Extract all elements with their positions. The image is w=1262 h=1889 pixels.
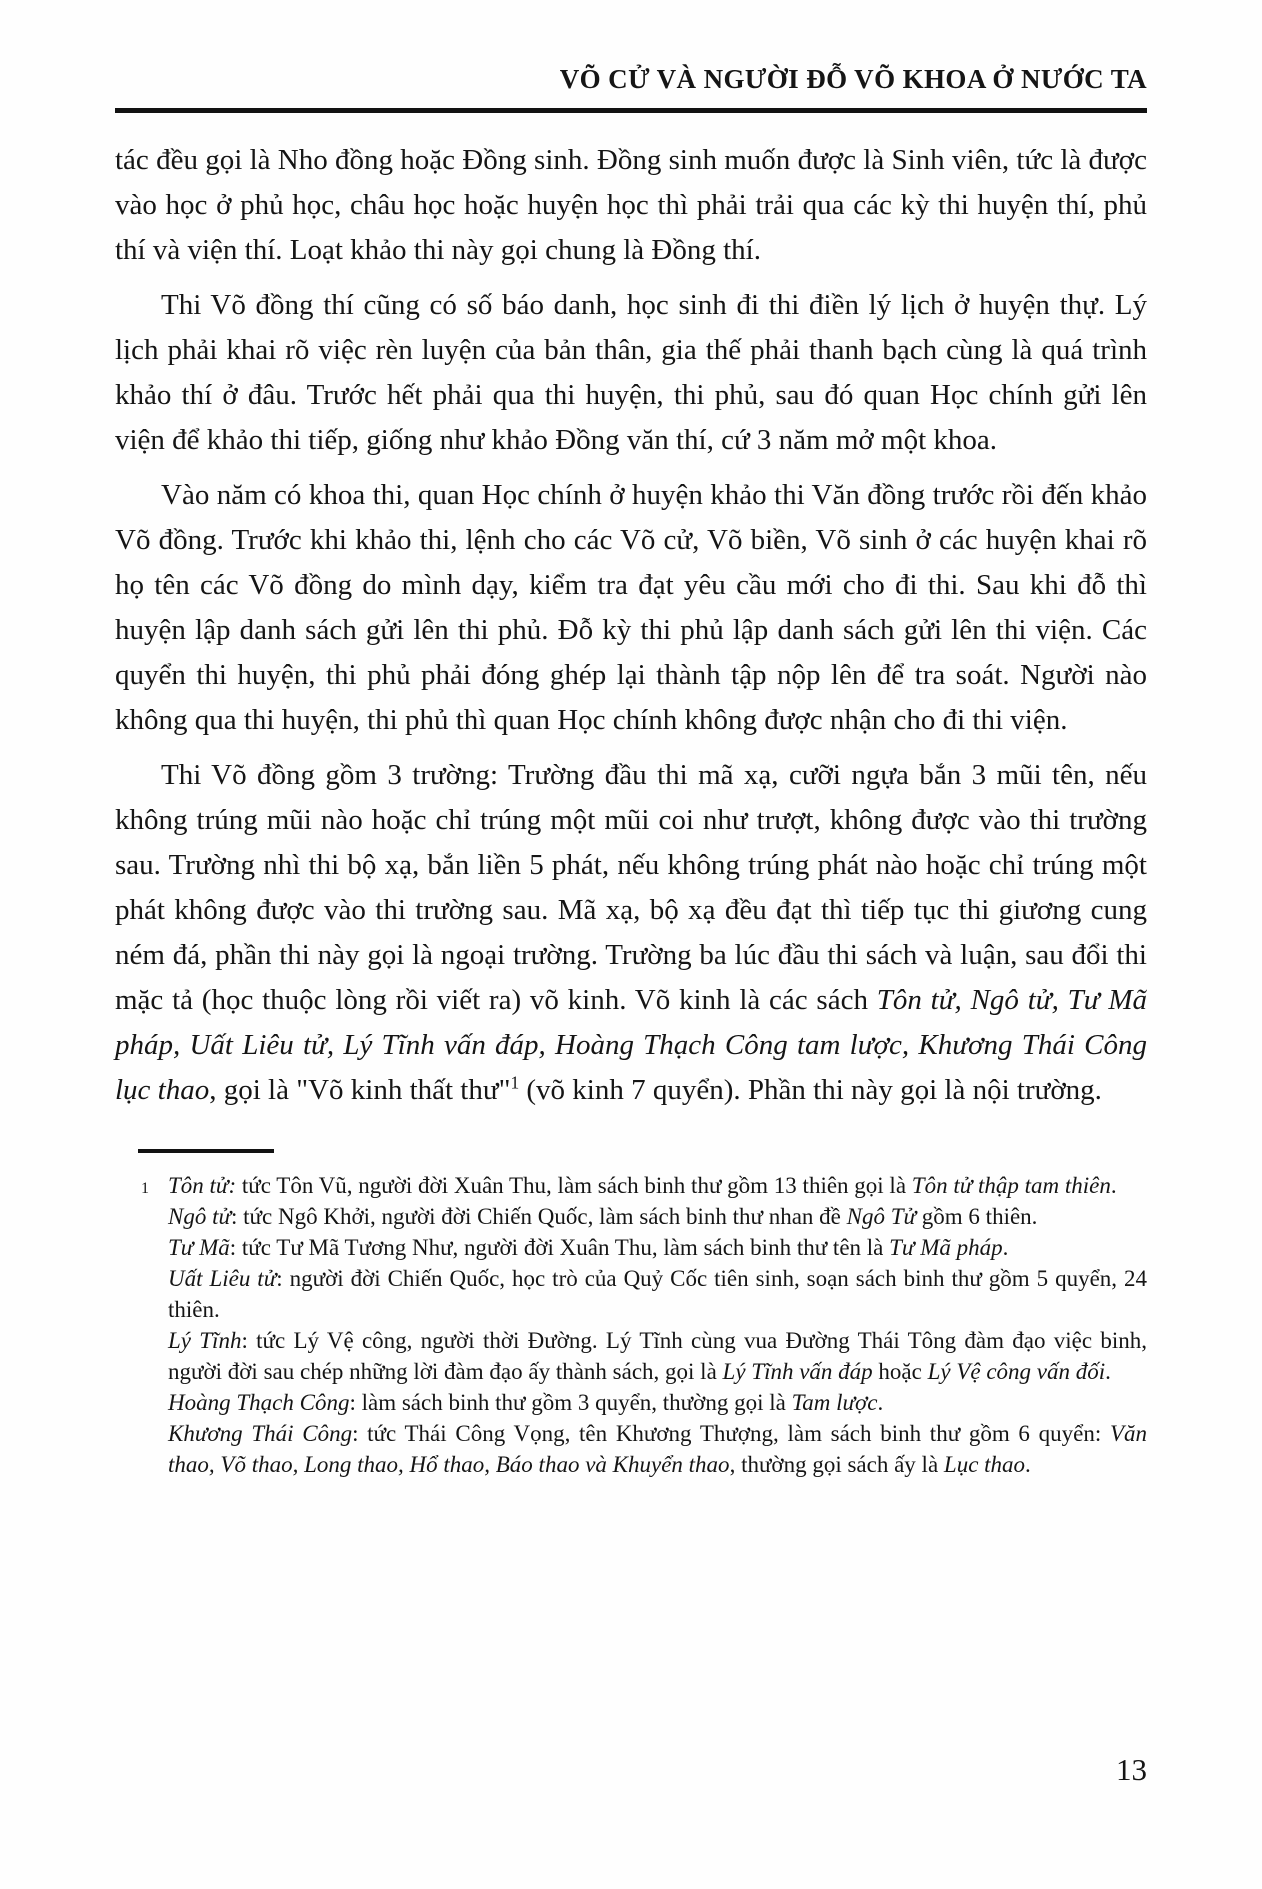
footnote-book-title: Tư Mã pháp	[889, 1235, 1003, 1260]
footnote	[168, 1387, 1147, 1418]
footnote-text: , thường gọi sách ấy là	[729, 1452, 944, 1477]
footnote-book-title: Tam lược	[791, 1390, 878, 1415]
paragraph-text: Thi Võ đồng gồm 3 trường: Trường đầu thi mã xạ, cưỡi ngựa bắn 3 mũi tên, nếu không trúng mũi nào hoặc chỉ trúng một mũi coi như trượt, không được vào thi trường sau. Trường nhì thi bộ xạ, bắn liền 5 phát, nếu không trúng phát nào hoặc chỉ trúng một phát không được vào thi trường sau. Mã xạ, bộ xạ đều đạt thì tiếp tục thi giương cung ném đá, phần thi này gọi là ngoại trường. Trường ba lúc đầu thi sách và luận, sau đổi thi mặc tả (học thuộc lòng rồi viết ra) võ kinh. Võ kinh là các sách	[115, 759, 1147, 1016]
footnote-term: Khương Thái Công	[168, 1421, 353, 1446]
footnote	[168, 1232, 1147, 1263]
page-header	[115, 64, 1147, 113]
footnote-rule	[138, 1149, 274, 1153]
paragraph-text: , gọi là "Võ kinh thất thư"	[209, 1074, 511, 1106]
running-header-title: VÕ CỬ VÀ NGƯỜI ĐỖ VÕ KHOA Ở NƯỚC TA	[559, 64, 1147, 94]
footnote-number: 1	[141, 1180, 149, 1197]
footnote-term: Uất Liêu tử	[168, 1266, 277, 1291]
footnote-ref: 1	[510, 1072, 520, 1093]
footnote-text: .	[1105, 1359, 1111, 1384]
paragraph: Vào năm có khoa thi, quan Học chính ở huyện khảo thi Văn đồng trước rồi đến khảo Võ đồng. Trước khi khảo thi, lệnh cho các Võ cử, Võ biền, Võ sinh ở các huyện khai rõ họ tên các Võ đồng do mình dạy, kiểm tra đạt yêu cầu mới cho đi thi. Sau khi đỗ thì huyện lập danh sách gửi lên thi phủ. Đỗ kỳ thi phủ lập danh sách gửi lên thi viện. Các quyển thi huyện, thi phủ phải đóng ghép lại thành tập nộp lên để tra soát. Người nào không qua thi huyện, thi phủ thì quan Học chính không được nhận cho đi thi viện.	[115, 479, 1147, 736]
footnote-book-title: Lý Vệ công vấn đối	[927, 1359, 1106, 1384]
footnote-text: : tức Tư Mã Tương Như, người đời Xuân Thu, làm sách binh thư tên là	[229, 1235, 890, 1260]
footnote-term: Lý Tĩnh	[168, 1328, 242, 1353]
footnote-book-title: Tôn tử thập tam thiên	[911, 1173, 1111, 1198]
footnote-term: Hoàng Thạch Công	[168, 1390, 350, 1415]
footnote-text: : người đời Chiến Quốc, học trò của Quỷ Cốc tiên sinh, soạn sách binh thư gồm 5 quyển, 24 thiên.	[168, 1266, 1147, 1322]
paragraph	[115, 753, 1147, 1113]
footnote-term: Tư Mã	[168, 1235, 230, 1260]
page-number: 13	[1116, 1752, 1147, 1787]
footnote	[168, 1201, 1147, 1232]
footnote-book-title: Văn thao, Võ thao, Long thao, Hổ thao, Báo thao và Khuyển thao	[168, 1421, 1147, 1477]
footnote-text: gồm 6 thiên.	[916, 1204, 1038, 1229]
paragraph: tác đều gọi là Nho đồng hoặc Đồng sinh. Đồng sinh muốn được là Sinh viên, tức là được vào học ở phủ học, châu học hoặc huyện học thì phải trải qua các kỳ thi huyện thí, phủ thí và viện thí. Loạt khảo thi này gọi chung là Đồng thí.	[115, 144, 1147, 266]
footnote-text: tức Tôn Vũ, người đời Xuân Thu, làm sách binh thư gồm 13 thiên gọi là	[236, 1173, 912, 1198]
footnote-book-title: Ngô Tử	[846, 1204, 917, 1229]
footnote-book-title: Lý Tĩnh vấn đáp	[722, 1359, 873, 1384]
paragraph-text: (võ kinh 7 quyển). Phần thi này gọi là nội trường.	[519, 1074, 1102, 1106]
footnote-text: : tức Lý Vệ công, người thời Đường. Lý Tĩnh cùng vua Đường Thái Tông đàm đạo việc binh, người đời sau chép những lời đàm đạo ấy thành sách, gọi là	[168, 1328, 1147, 1384]
footnotes-section	[115, 1149, 1147, 1480]
footnote	[168, 1325, 1147, 1387]
header-rule	[115, 108, 1147, 113]
footnote-text: .	[1110, 1173, 1117, 1198]
footnote-term: Ngô tử	[168, 1204, 232, 1229]
footnote-text: : làm sách binh thư gồm 3 quyển, thường gọi là	[349, 1390, 792, 1415]
footnote-text: hoặc	[872, 1359, 928, 1384]
footnote-text: : tức Ngô Khởi, người đời Chiến Quốc, làm sách binh thư nhan đề	[231, 1204, 847, 1229]
book-titles-italic: Tôn tử, Ngô tử, Tư Mã pháp, Uất Liêu tử, Lý Tĩnh vấn đáp, Hoàng Thạch Công tam lược, Khương Thái Công lục thao	[115, 984, 1147, 1106]
footnote-text: .	[877, 1390, 884, 1415]
footnote	[168, 1263, 1147, 1325]
footnote-term: Tôn tử:	[168, 1173, 237, 1198]
footnote	[168, 1418, 1147, 1480]
footnote-text: .	[1002, 1235, 1009, 1260]
footnote	[141, 1170, 1147, 1201]
paragraph: Thi Võ đồng thí cũng có số báo danh, học sinh đi thi điền lý lịch ở huyện thự. Lý lịch phải khai rõ việc rèn luyện của bản thân, gia thế phải thanh bạch cùng là quá trình khảo thí ở đâu. Trước hết phải qua thi huyện, thi phủ, sau đó quan Học chính gửi lên viện để khảo thi tiếp, giống như khảo Đồng văn thí, cứ 3 năm mở một khoa.	[115, 289, 1147, 456]
body-text	[115, 138, 1147, 1113]
footnote-text: : tức Thái Công Vọng, tên Khương Thượng, làm sách binh thư gồm 6 quyển:	[352, 1421, 1110, 1446]
footnote-book-title: Lục thao	[943, 1452, 1026, 1477]
footnote-text: .	[1025, 1452, 1031, 1477]
